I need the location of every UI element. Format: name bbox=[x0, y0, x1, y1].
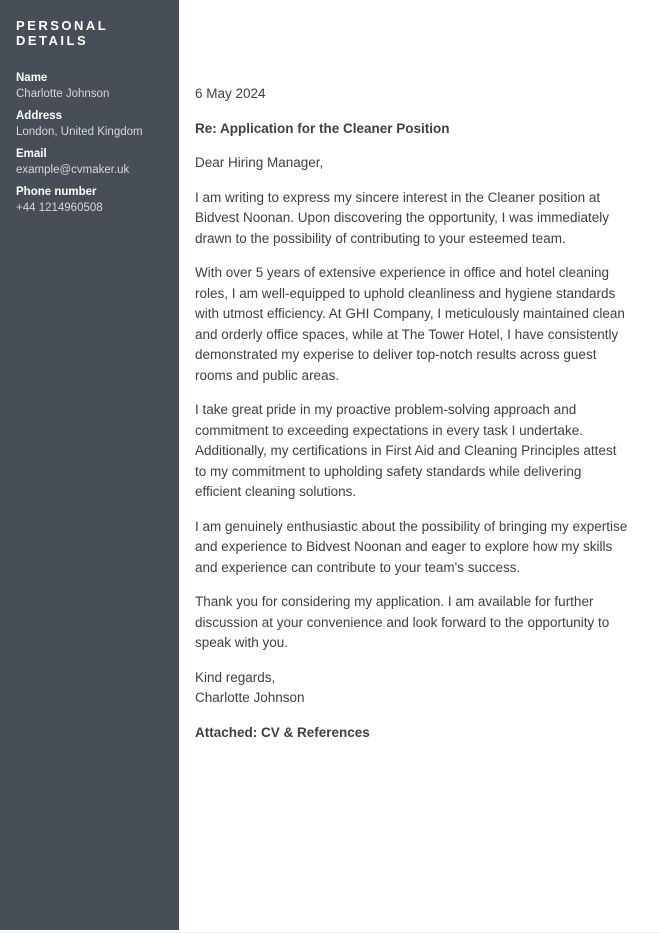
letter-date: 6 May 2024 bbox=[195, 86, 266, 101]
personal-details-sidebar bbox=[0, 0, 179, 930]
field-phone bbox=[16, 184, 165, 216]
field-address-label: Address bbox=[16, 110, 63, 122]
field-phone-value: +44 1214960508 bbox=[16, 202, 103, 214]
field-address bbox=[16, 108, 165, 140]
field-name-value: Charlotte Johnson bbox=[16, 88, 110, 100]
letter-paragraph: I take great pride in my proactive problem-solving approach and commitment to exceeding expectations in every task I undertake. Additionally, my certifications in First Aid and Cleaning Principles attest to my commitment to upholding safety standards while delivering efficient cleaning solutions. bbox=[195, 402, 617, 499]
letter-paragraph: I am writing to express my sincere interest in the Cleaner position at Bidvest Noonan. Upon discovering the opportunity, I was immediately drawn to the possibility of contributing to your esteemed team. bbox=[195, 189, 609, 246]
field-address-value: London, United Kingdom bbox=[16, 126, 143, 138]
letter-signoff-block bbox=[195, 668, 629, 709]
letter-subject: Re: Application for the Cleaner Position bbox=[195, 120, 450, 136]
field-email-value: example@cvmaker.uk bbox=[16, 164, 130, 176]
letter-salutation: Dear Hiring Manager, bbox=[195, 155, 324, 170]
letter-signature: Charlotte Johnson bbox=[195, 690, 305, 705]
field-phone-label: Phone number bbox=[16, 186, 97, 198]
field-name bbox=[16, 70, 165, 102]
letter-paragraph: With over 5 years of extensive experience in office and hotel cleaning roles, I am well-equipped to uphold cleanliness and hygiene standards with utmost efficiency. At GHI Company, I meticulously maintained clean and orderly office spaces, while at The Tower Hotel, I have consistently demonstrated my experise to deliver top-notch results across guest rooms and public areas. bbox=[195, 265, 625, 383]
field-name-label: Name bbox=[16, 72, 48, 84]
field-email-label: Email bbox=[16, 148, 47, 160]
field-email bbox=[16, 146, 165, 178]
letter-paragraph: Thank you for considering my application. I am available for further discussion at your convenience and look forward to the opportunity to speak with you. bbox=[195, 594, 610, 650]
letter-paragraph: I am genuinely enthusiastic about the possibility of bringing my expertise and experience to Bidvest Noonan and eager to explore how my skills and experience can contribute to your team's success. bbox=[195, 518, 628, 575]
sidebar-heading: PERSONAL DETAILS bbox=[16, 18, 108, 48]
letter-signoff: Kind regards, bbox=[195, 669, 276, 685]
letter-body bbox=[179, 0, 660, 932]
letter-attachment-note: Attached: CV & References bbox=[195, 724, 370, 740]
